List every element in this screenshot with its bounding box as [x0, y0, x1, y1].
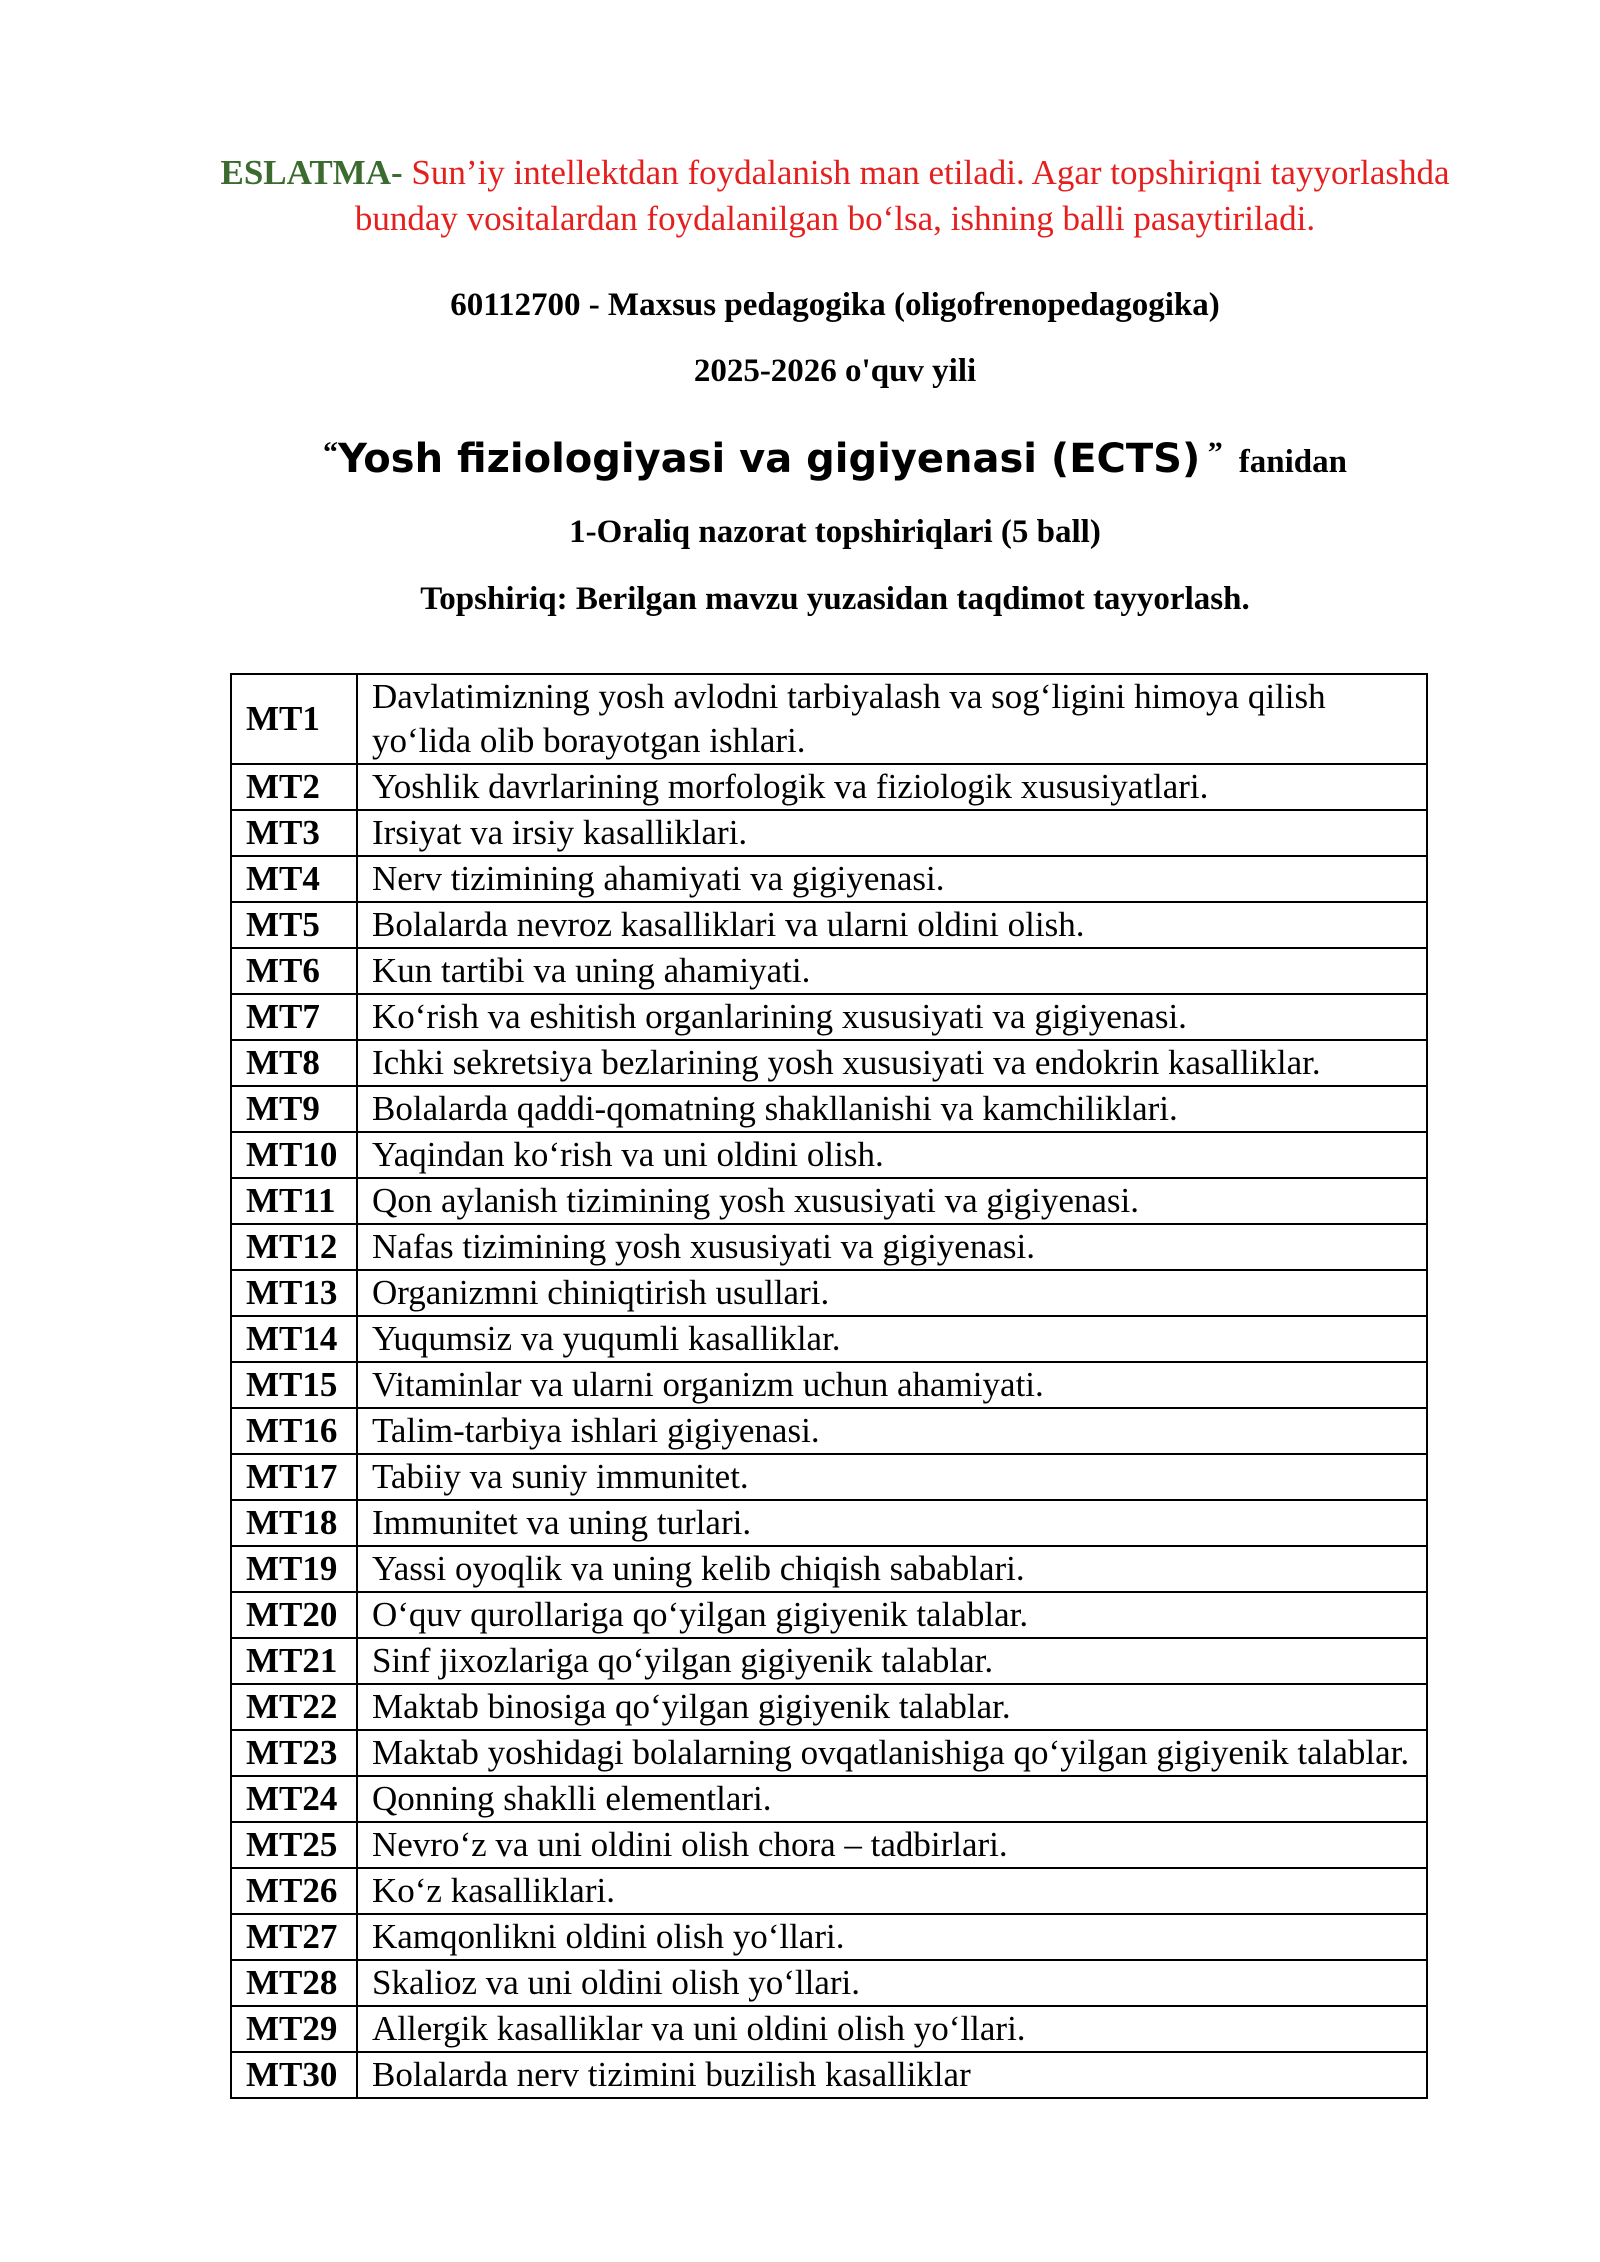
subject-close-quote: ”: [1200, 436, 1223, 469]
topic-title: Bolalarda qaddi-qomatning shakllanishi va kamchiliklari.: [357, 1086, 1427, 1132]
topic-title: Bolalarda nerv tizimini buzilish kasalliklar: [357, 2052, 1427, 2098]
table-row: [231, 1776, 1427, 1822]
table-row: [231, 764, 1427, 810]
topics-table-body: [231, 674, 1427, 2098]
subject-title: [200, 425, 1470, 490]
topic-code: MT12: [231, 1224, 357, 1270]
table-row: [231, 1040, 1427, 1086]
topic-code: MT16: [231, 1408, 357, 1454]
subject-open-quote: “: [322, 436, 338, 469]
topic-code: MT2: [231, 764, 357, 810]
table-row: [231, 2006, 1427, 2052]
table-row: [231, 1822, 1427, 1868]
topic-title: Davlatimizning yosh avlodni tarbiyalash va sog‘ligini himoya qilish yo‘lida olib borayotgan ishlari.: [357, 674, 1427, 764]
topic-code: MT8: [231, 1040, 357, 1086]
table-row: [231, 1132, 1427, 1178]
topic-code: MT1: [231, 674, 357, 764]
topic-code: MT24: [231, 1776, 357, 1822]
table-row: [231, 1086, 1427, 1132]
table-row: [231, 1592, 1427, 1638]
topic-code: MT22: [231, 1684, 357, 1730]
topic-title: Skalioz va uni oldini olish yo‘llari.: [357, 1960, 1427, 2006]
topic-title: Bolalarda nevroz kasalliklari va ularni oldini olish.: [357, 902, 1427, 948]
academic-year: 2025-2026 o'quv yili: [693, 353, 977, 389]
topic-title: Allergik kasalliklar va uni oldini olish yo‘llari.: [357, 2006, 1427, 2052]
topic-title: Nevro‘z va uni oldini olish chora – tadbirlari.: [357, 1822, 1427, 1868]
topic-code: MT9: [231, 1086, 357, 1132]
table-row: [231, 1224, 1427, 1270]
topic-title: Maktab binosiga qo‘yilgan gigiyenik talablar.: [357, 1684, 1427, 1730]
table-row: [231, 1730, 1427, 1776]
topic-code: MT7: [231, 994, 357, 1040]
topic-code: MT14: [231, 1316, 357, 1362]
topic-title: Qon aylanish tizimining yosh xususiyati va gigiyenasi.: [357, 1178, 1427, 1224]
topic-title: Ichki sekretsiya bezlarining yosh xususiyati va endokrin kasalliklar.: [357, 1040, 1427, 1086]
topic-title: Organizmni chiniqtirish usullari.: [357, 1270, 1427, 1316]
table-row: [231, 1270, 1427, 1316]
topic-title: Qonning shaklli elementlari.: [357, 1776, 1427, 1822]
table-row: [231, 994, 1427, 1040]
topic-code: MT28: [231, 1960, 357, 2006]
topic-code: MT27: [231, 1914, 357, 1960]
topic-code: MT11: [231, 1178, 357, 1224]
topic-code: MT10: [231, 1132, 357, 1178]
ai-usage-notice: [200, 150, 1470, 242]
topic-code: MT5: [231, 902, 357, 948]
topic-code: MT19: [231, 1546, 357, 1592]
topic-title: Ko‘z kasalliklari.: [357, 1868, 1427, 1914]
subject-name: Yosh fiziologiyasi va gigiyenasi (ECTS): [337, 436, 1201, 482]
topic-title: Kun tartibi va uning ahamiyati.: [357, 948, 1427, 994]
topic-code: MT3: [231, 810, 357, 856]
table-row: [231, 1500, 1427, 1546]
topic-title: Yuqumsiz va yuqumli kasalliklar.: [357, 1316, 1427, 1362]
table-row: [231, 902, 1427, 948]
table-row: [231, 1868, 1427, 1914]
table-row: [231, 1454, 1427, 1500]
control-title: 1-Oraliq nazorat topshiriqlari (5 ball): [569, 514, 1101, 550]
subject-suffix: fanidan: [1238, 444, 1347, 480]
table-row: [231, 856, 1427, 902]
table-row: [231, 810, 1427, 856]
table-row: [231, 1638, 1427, 1684]
topic-title: Immunitet va uning turlari.: [357, 1500, 1427, 1546]
topic-code: MT20: [231, 1592, 357, 1638]
topic-title: Vitaminlar va ularni organizm uchun ahamiyati.: [357, 1362, 1427, 1408]
topic-code: MT18: [231, 1500, 357, 1546]
topic-code: MT30: [231, 2052, 357, 2098]
table-row: [231, 1408, 1427, 1454]
topic-title: Ko‘rish va eshitish organlarining xususiyati va gigiyenasi.: [357, 994, 1427, 1040]
table-row: [231, 1178, 1427, 1224]
topic-title: Tabiiy va suniy immunitet.: [357, 1454, 1427, 1500]
table-row: [231, 948, 1427, 994]
topic-code: MT23: [231, 1730, 357, 1776]
notice-text: Sun’iy intellektdan foydalanish man etiladi. Agar topshiriqni tayyorlashda bunday vositalardan foydalanilgan bo‘lsa, ishning balli pasaytiriladi.: [354, 153, 1450, 238]
topic-code: MT15: [231, 1362, 357, 1408]
table-row: [231, 1546, 1427, 1592]
topic-title: Sinf jixozlariga qo‘yilgan gigiyenik talablar.: [357, 1638, 1427, 1684]
table-row: [231, 1316, 1427, 1362]
table-row: [231, 2052, 1427, 2098]
topic-title: Nafas tizimining yosh xususiyati va gigiyenasi.: [357, 1224, 1427, 1270]
task-statement: Topshiriq: Berilgan mavzu yuzasidan taqdimot tayyorlash.: [420, 581, 1250, 617]
topic-title: Yaqindan ko‘rish va uni oldini olish.: [357, 1132, 1427, 1178]
topic-code: MT21: [231, 1638, 357, 1684]
notice-lead: ESLATMA-: [220, 153, 403, 192]
topics-table: [230, 673, 1428, 2099]
topic-code: MT4: [231, 856, 357, 902]
topic-title: O‘quv qurollariga qo‘yilgan gigiyenik talablar.: [357, 1592, 1427, 1638]
topic-code: MT25: [231, 1822, 357, 1868]
topic-title: Yoshlik davrlarining morfologik va fiziologik xususiyatlari.: [357, 764, 1427, 810]
topic-title: Maktab yoshidagi bolalarning ovqatlanishiga qo‘yilgan gigiyenik talablar.: [357, 1730, 1427, 1776]
topic-code: MT13: [231, 1270, 357, 1316]
program-title: 60112700 - Maxsus pedagogika (oligofrenopedagogika): [450, 287, 1220, 323]
topic-title: Yassi oyoqlik va uning kelib chiqish sabablari.: [357, 1546, 1427, 1592]
table-row: [231, 674, 1427, 764]
topic-code: MT29: [231, 2006, 357, 2052]
table-row: [231, 1362, 1427, 1408]
topic-title: Nerv tizimining ahamiyati va gigiyenasi.: [357, 856, 1427, 902]
topic-title: Talim-tarbiya ishlari gigiyenasi.: [357, 1408, 1427, 1454]
topic-title: Irsiyat va irsiy kasalliklari.: [357, 810, 1427, 856]
table-row: [231, 1684, 1427, 1730]
topic-code: MT17: [231, 1454, 357, 1500]
topic-code: MT6: [231, 948, 357, 994]
table-row: [231, 1960, 1427, 2006]
topic-code: MT26: [231, 1868, 357, 1914]
table-row: [231, 1914, 1427, 1960]
topic-title: Kamqonlikni oldini olish yo‘llari.: [357, 1914, 1427, 1960]
